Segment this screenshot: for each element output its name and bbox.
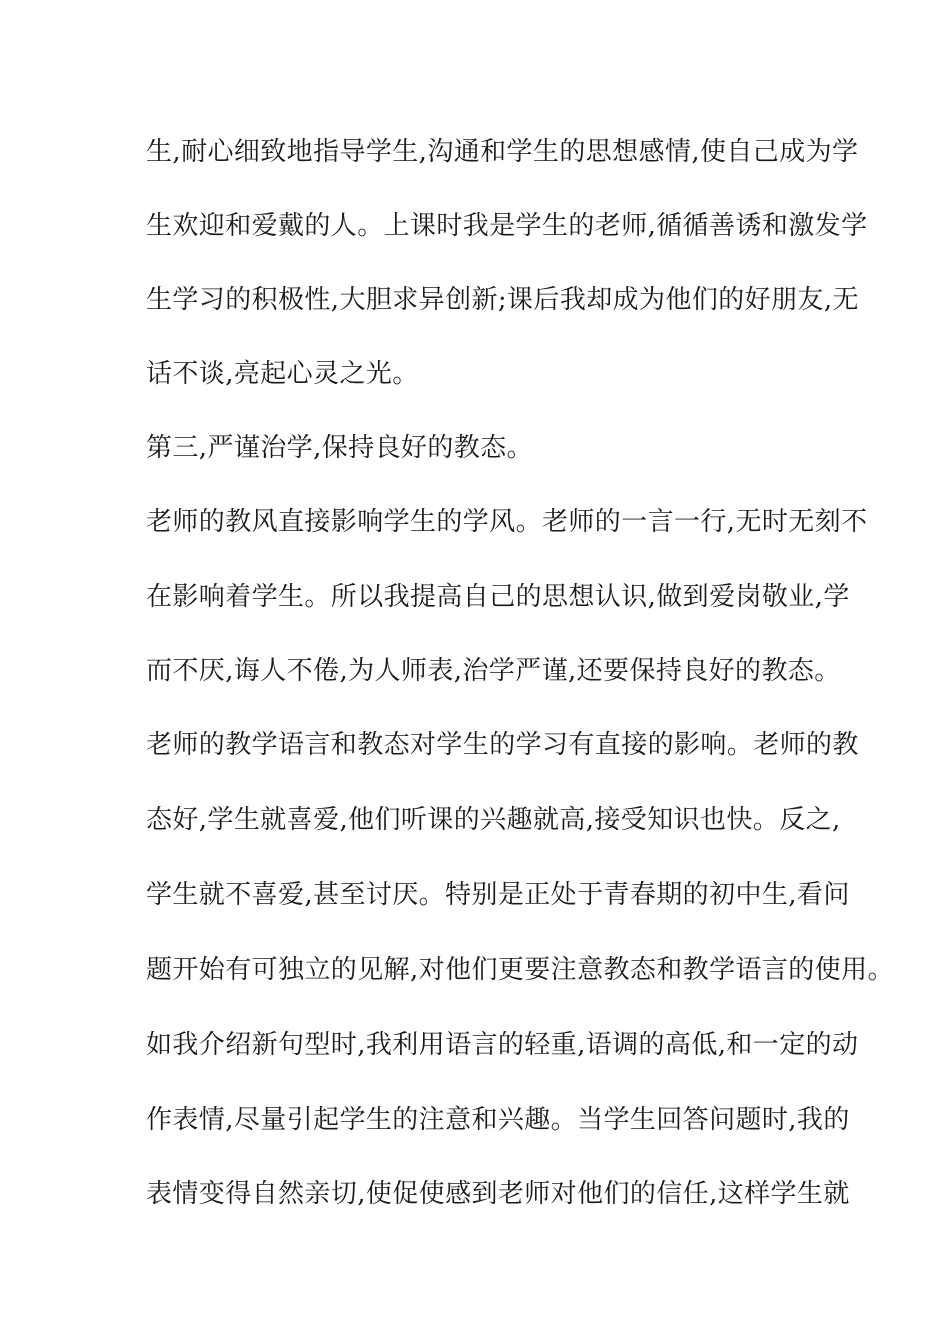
text-line: 态好,学生就喜爱,他们听课的兴趣就高,接受知识也快。反之, — [146, 805, 841, 835]
text-line: 老师的教风直接影响学生的学风。老师的一言一行,无时无刻不 — [146, 507, 868, 537]
text-line: 话不谈,亮起心灵之光。 — [146, 359, 419, 389]
text-line: 在影响着学生。所以我提高自己的思想认识,做到爱岗敬业,学 — [146, 582, 850, 612]
section-heading: 第三,严谨治学,保持良好的教态。 — [146, 433, 533, 463]
text-line: 生,耐心细致地指导学生,沟通和学生的思想感情,使自己成为学 — [146, 137, 859, 167]
text-line: 作表情,尽量引起学生的注意和兴趣。当学生回答问题时,我的 — [146, 1105, 850, 1135]
text-line: 题开始有可独立的见解,对他们更要注意教态和教学语言的使用。 — [146, 955, 894, 985]
text-line: 学生就不喜爱,甚至讨厌。特别是正处于青春期的初中生,看问 — [146, 880, 850, 910]
text-line: 如我介绍新句型时,我利用语言的轻重,语调的高低,和一定的动 — [146, 1030, 859, 1060]
text-line: 老师的教学语言和教态对学生的学习有直接的影响。老师的教 — [146, 730, 859, 760]
text-line: 而不厌,诲人不倦,为人师表,治学严谨,还要保持良好的教态。 — [146, 656, 841, 686]
text-line: 生学习的积极性,大胆求异创新;课后我却成为他们的好朋友,无 — [146, 285, 859, 315]
text-line: 表情变得自然亲切,使促使感到老师对他们的信任,这样学生就 — [146, 1179, 850, 1209]
text-line: 生欢迎和爱戴的人。上课时我是学生的老师,循循善诱和激发学 — [146, 211, 868, 241]
